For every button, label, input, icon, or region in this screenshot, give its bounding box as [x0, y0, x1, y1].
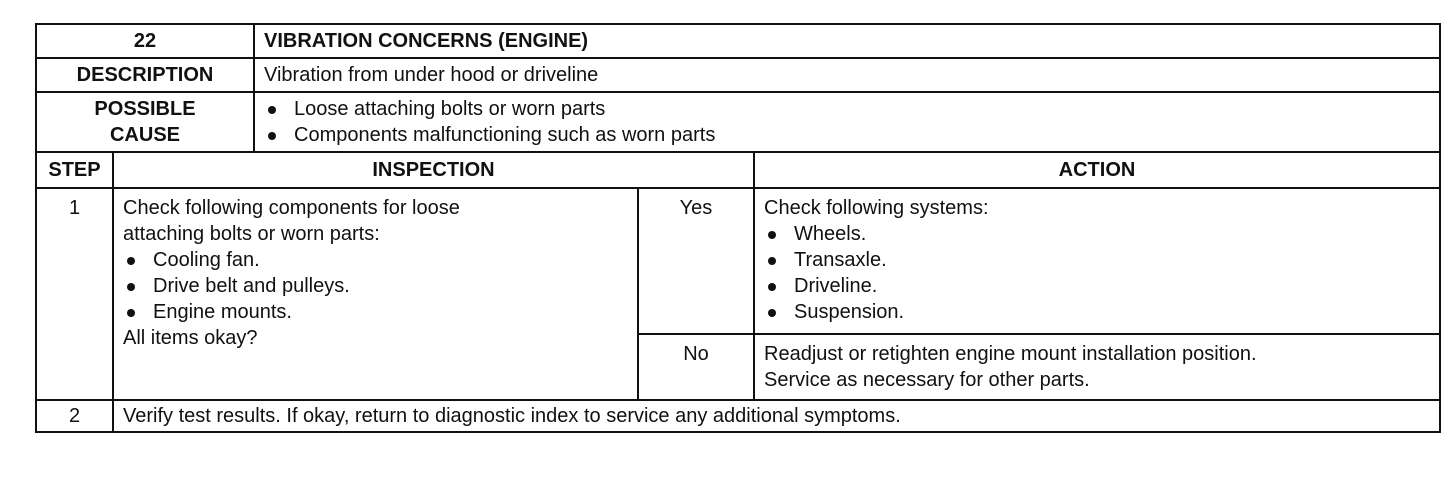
troubleshooting-title: VIBRATION CONCERNS (ENGINE) — [254, 24, 1440, 58]
action-column-header: ACTION — [754, 152, 1440, 188]
list-item: Transaxle. — [764, 247, 1430, 273]
possible-cause-row — [36, 92, 1440, 152]
step-1-yes-label: Yes — [638, 188, 754, 334]
step-1-yes-action — [754, 188, 1440, 334]
step-1-no-action-line2: Service as necessary for other parts. — [764, 369, 1090, 391]
possible-cause-label-line1: POSSIBLE — [94, 98, 196, 120]
step-1-inspection — [113, 188, 638, 400]
step-column-header: STEP — [36, 152, 113, 188]
description-text: Vibration from under hood or driveline — [254, 58, 1440, 92]
column-header-row — [36, 152, 1440, 188]
step-2-number: 2 — [36, 400, 113, 432]
header-row — [36, 24, 1440, 58]
list-item: Driveline. — [764, 273, 1430, 299]
troubleshooting-number: 22 — [36, 24, 254, 58]
step-1-inspection-line2: attaching bolts or worn parts: — [123, 223, 380, 245]
step-1-no-label: No — [638, 334, 754, 400]
list-item: Loose attaching bolts or worn parts — [264, 96, 1430, 122]
step-1-inspection-line1: Check following components for loose — [123, 197, 460, 219]
description-row — [36, 58, 1440, 92]
possible-cause-label-line2: CAUSE — [109, 124, 180, 146]
list-item: Suspension. — [764, 299, 1430, 325]
step-2-text: Verify test results. If okay, return to diagnostic index to service any additional symptoms. — [113, 400, 1440, 432]
step-1-yes-action-intro: Check following systems: — [764, 197, 989, 219]
step-1-no-action-line1: Readjust or retighten engine mount installation position. — [764, 343, 1257, 365]
diagnostic-table — [35, 23, 1441, 433]
possible-cause-label — [36, 92, 254, 152]
list-item: Wheels. — [764, 221, 1430, 247]
step-1-yes-row — [36, 188, 1440, 334]
description-label: DESCRIPTION — [36, 58, 254, 92]
possible-cause-list — [264, 96, 1430, 148]
step-1-inspection-list — [123, 247, 628, 325]
step-1-yes-action-list — [764, 221, 1430, 325]
step-2-row — [36, 400, 1440, 432]
step-1-no-action — [754, 334, 1440, 400]
list-item: Components malfunctioning such as worn parts — [264, 122, 1430, 148]
list-item: Engine mounts. — [123, 299, 628, 325]
list-item: Cooling fan. — [123, 247, 628, 273]
inspection-column-header: INSPECTION — [113, 152, 754, 188]
possible-cause-list-cell — [254, 92, 1440, 152]
step-1-question: All items okay? — [123, 327, 258, 349]
list-item: Drive belt and pulleys. — [123, 273, 628, 299]
step-1-number: 1 — [36, 188, 113, 400]
